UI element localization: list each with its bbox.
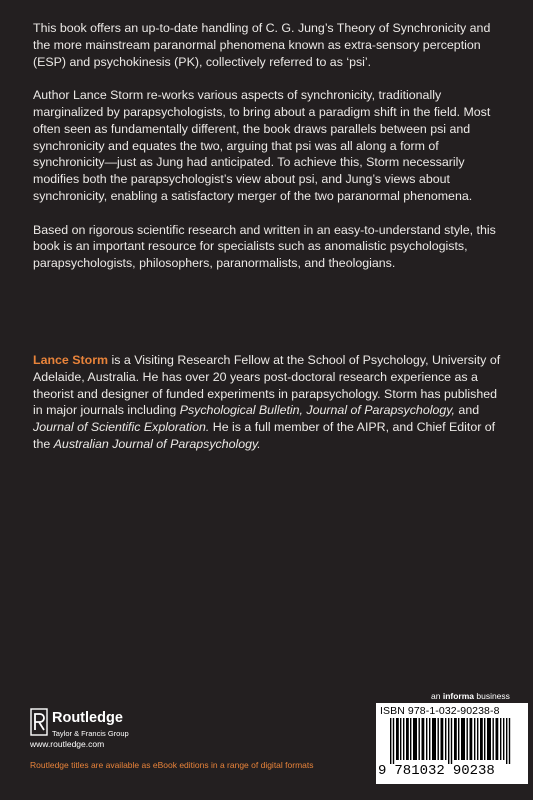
informa-prefix: an bbox=[431, 691, 443, 701]
informa-business-tag bbox=[431, 691, 510, 701]
barcode-digit-group-2: 90238 bbox=[452, 763, 495, 779]
publisher-name: Routledge bbox=[52, 710, 123, 726]
book-blurb bbox=[33, 20, 507, 289]
barcode-digit-lead: 9 bbox=[378, 763, 387, 779]
barcode-bars-icon bbox=[384, 718, 520, 764]
isbn-barcode bbox=[376, 703, 528, 784]
blurb-paragraph-1: This book offers an up-to-date handling of C. G. Jung’s Theory of Synchronicity and the more mainstream paranormal phenomena known as extra-sensory perception (ESP) and psychokinesis (PK), collectively referred to as ‘psi’. bbox=[33, 21, 491, 69]
blurb-paragraph-2: Author Lance Storm re-works various aspects of synchronicity, traditionally marginalized by parapsychologists, to bring about a paradigm shift in the field. Most often seen as fundamentally different, the book draws parallels between psi and synchronicity and equates the two, arguing that psi was all along a form of synchronicity—just as Jung had anticipated. To achieve this, Storm necessarily modifies both the parapsychologist’s view about psi, and Jung’s views about synchronicity, enabling a satisfactory merger of the two paranormal phenomena. bbox=[33, 88, 491, 203]
blurb-paragraph-3: Based on rigorous scientific research and written in an easy-to-understand style, this book is an important resource for specialists such as anomalistic psychologists, parapsychologists, philosophers, paranormalists, and theologians. bbox=[33, 222, 496, 271]
bio-journal-2: Journal of Scientific Exploration. bbox=[33, 420, 210, 435]
bio-text-3: He is a full member of the AIPR, and Chief Editor of the bbox=[33, 420, 496, 451]
isbn-label: ISBN 978-1-032-90238-8 bbox=[380, 705, 500, 717]
bio-journal-3: Australian Journal of Parapsychology. bbox=[53, 436, 261, 451]
author-name: Lance Storm bbox=[33, 353, 109, 367]
bio-journal-1: Psychological Bulletin, Journal of Parapsychology, bbox=[179, 403, 455, 418]
barcode-digits bbox=[378, 763, 528, 779]
ebook-availability-note: Routledge titles are available as eBook editions in a range of digital formats bbox=[30, 760, 314, 770]
bio-text-1: is a Visiting Research Fellow at the School of Psychology, University of Adelaide, Australia. He has over 20 years post-doctoral research experience as a theorist and designer of funded experiments in parapsychology. Storm has published in major journals including bbox=[33, 353, 501, 418]
informa-word: informa bbox=[442, 691, 474, 701]
barcode-digit-group-1: 781032 bbox=[394, 763, 445, 779]
publisher-website: www.routledge.com bbox=[30, 739, 105, 749]
publisher-group: Taylor & Francis Group bbox=[52, 729, 129, 738]
author-bio bbox=[33, 352, 507, 453]
routledge-logo-icon bbox=[30, 708, 48, 736]
bio-text-2: and bbox=[454, 403, 480, 418]
informa-suffix: business bbox=[474, 691, 510, 701]
